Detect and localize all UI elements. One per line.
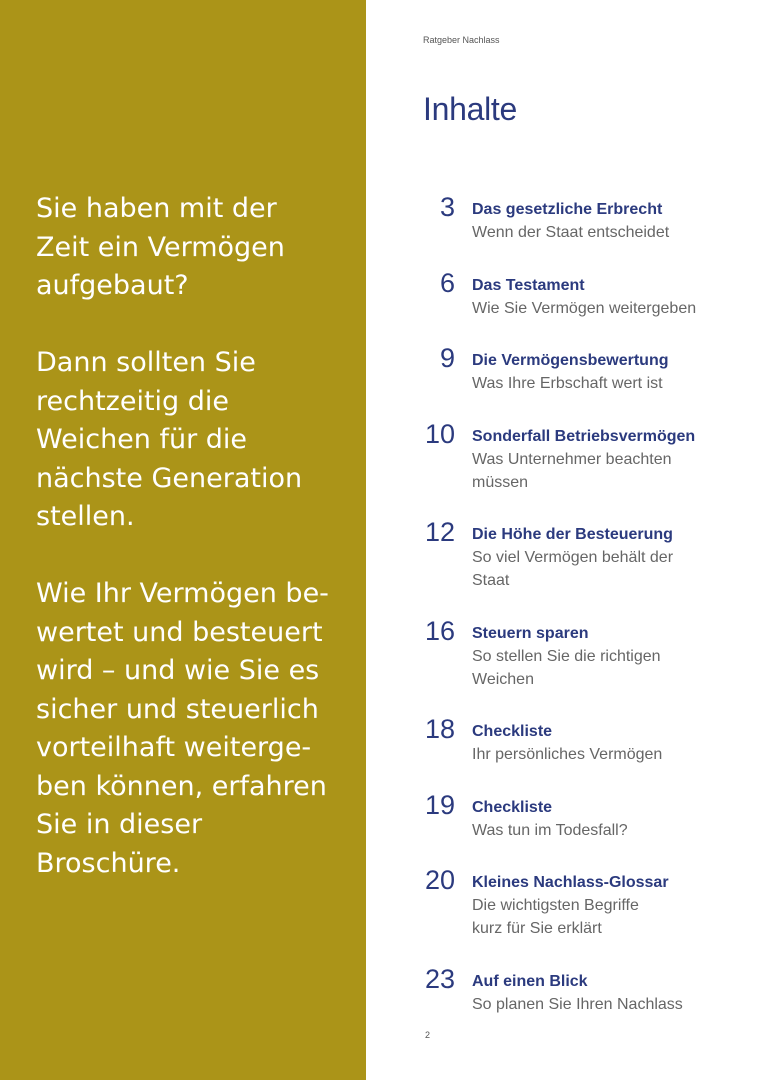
- toc-page-number: 18: [424, 714, 455, 744]
- table-of-contents: [420, 191, 750, 1038]
- toc-page-number: 9: [439, 343, 455, 373]
- toc-heading: Auf einen Blick: [472, 972, 588, 990]
- toc-entry[interactable]: [420, 713, 750, 766]
- toc-page-number: 19: [424, 789, 455, 820]
- toc-heading: Kleines Nachlass-Glossar: [472, 874, 669, 891]
- toc-entry[interactable]: [420, 615, 750, 691]
- toc-entry[interactable]: [420, 516, 750, 592]
- left-color-panel: [0, 0, 366, 1080]
- toc-heading: Das Testament: [472, 276, 585, 294]
- toc-entry[interactable]: [420, 864, 750, 940]
- toc-page-number: 10: [424, 418, 455, 449]
- toc-subtitle: So planen Sie Ihren Nachlass: [472, 995, 683, 1013]
- toc-subtitle: So viel Vermögen behält der Staat: [472, 549, 674, 589]
- toc-subtitle: Was Ihre Erbschaft wert ist: [472, 375, 663, 392]
- toc-entry[interactable]: [420, 963, 750, 1016]
- toc-subtitle: Ihr persönliches Vermögen: [472, 746, 663, 763]
- toc-subtitle: Was Unternehmer beachten müssen: [472, 450, 672, 491]
- toc-entry[interactable]: [420, 418, 750, 494]
- intro-text: [36, 190, 336, 922]
- toc-heading: Die Vermögensbewertung: [472, 352, 669, 369]
- toc-page-number: 16: [424, 615, 455, 646]
- toc-page-number: 20: [424, 865, 455, 895]
- running-header: Ratgeber Nachlass: [423, 35, 500, 45]
- toc-heading: Die Höhe der Besteuerung: [472, 526, 673, 543]
- toc-page-number: 12: [424, 517, 455, 547]
- toc-subtitle: Wenn der Staat entscheidet: [472, 224, 670, 241]
- toc-page-number: 23: [424, 963, 455, 994]
- toc-heading: Das gesetzliche Erbrecht: [472, 201, 663, 218]
- toc-page-number: 6: [439, 267, 455, 298]
- toc-heading: Sonderfall Betriebsvermögen: [472, 427, 696, 445]
- toc-heading: Checkliste: [472, 798, 553, 816]
- toc-heading: Steuern sparen: [472, 624, 589, 642]
- toc-entry[interactable]: [420, 342, 750, 395]
- toc-entry[interactable]: [420, 267, 750, 320]
- toc-entry[interactable]: [420, 789, 750, 842]
- page-number: 2: [425, 1030, 431, 1040]
- intro-paragraph-1: Sie haben mit der Zeit ein Vermögen aufgebaut?: [36, 193, 285, 301]
- toc-entry[interactable]: [420, 191, 750, 244]
- intro-paragraph-3: Wie Ihr Vermögen be-wertet und besteuert wird – und wie Sie es sicher und steuerlich vorteilhaft weiterge-ben können, erfahren Sie in dieser Broschüre.: [36, 578, 329, 879]
- toc-subtitle: Die wichtigsten Begriffe kurz für Sie erklärt: [472, 897, 639, 937]
- toc-heading: Checkliste: [472, 723, 553, 740]
- toc-page-number: 3: [439, 192, 455, 222]
- toc-subtitle: Wie Sie Vermögen weitergeben: [472, 299, 697, 317]
- toc-subtitle: Was tun im Todesfall?: [472, 821, 628, 839]
- toc-subtitle: So stellen Sie die richtigen Weichen: [472, 647, 661, 688]
- intro-paragraph-2: Dann sollten Sie rechtzeitig die Weichen für die nächste Generation stellen.: [36, 347, 303, 532]
- toc-title: Inhalte: [423, 91, 517, 127]
